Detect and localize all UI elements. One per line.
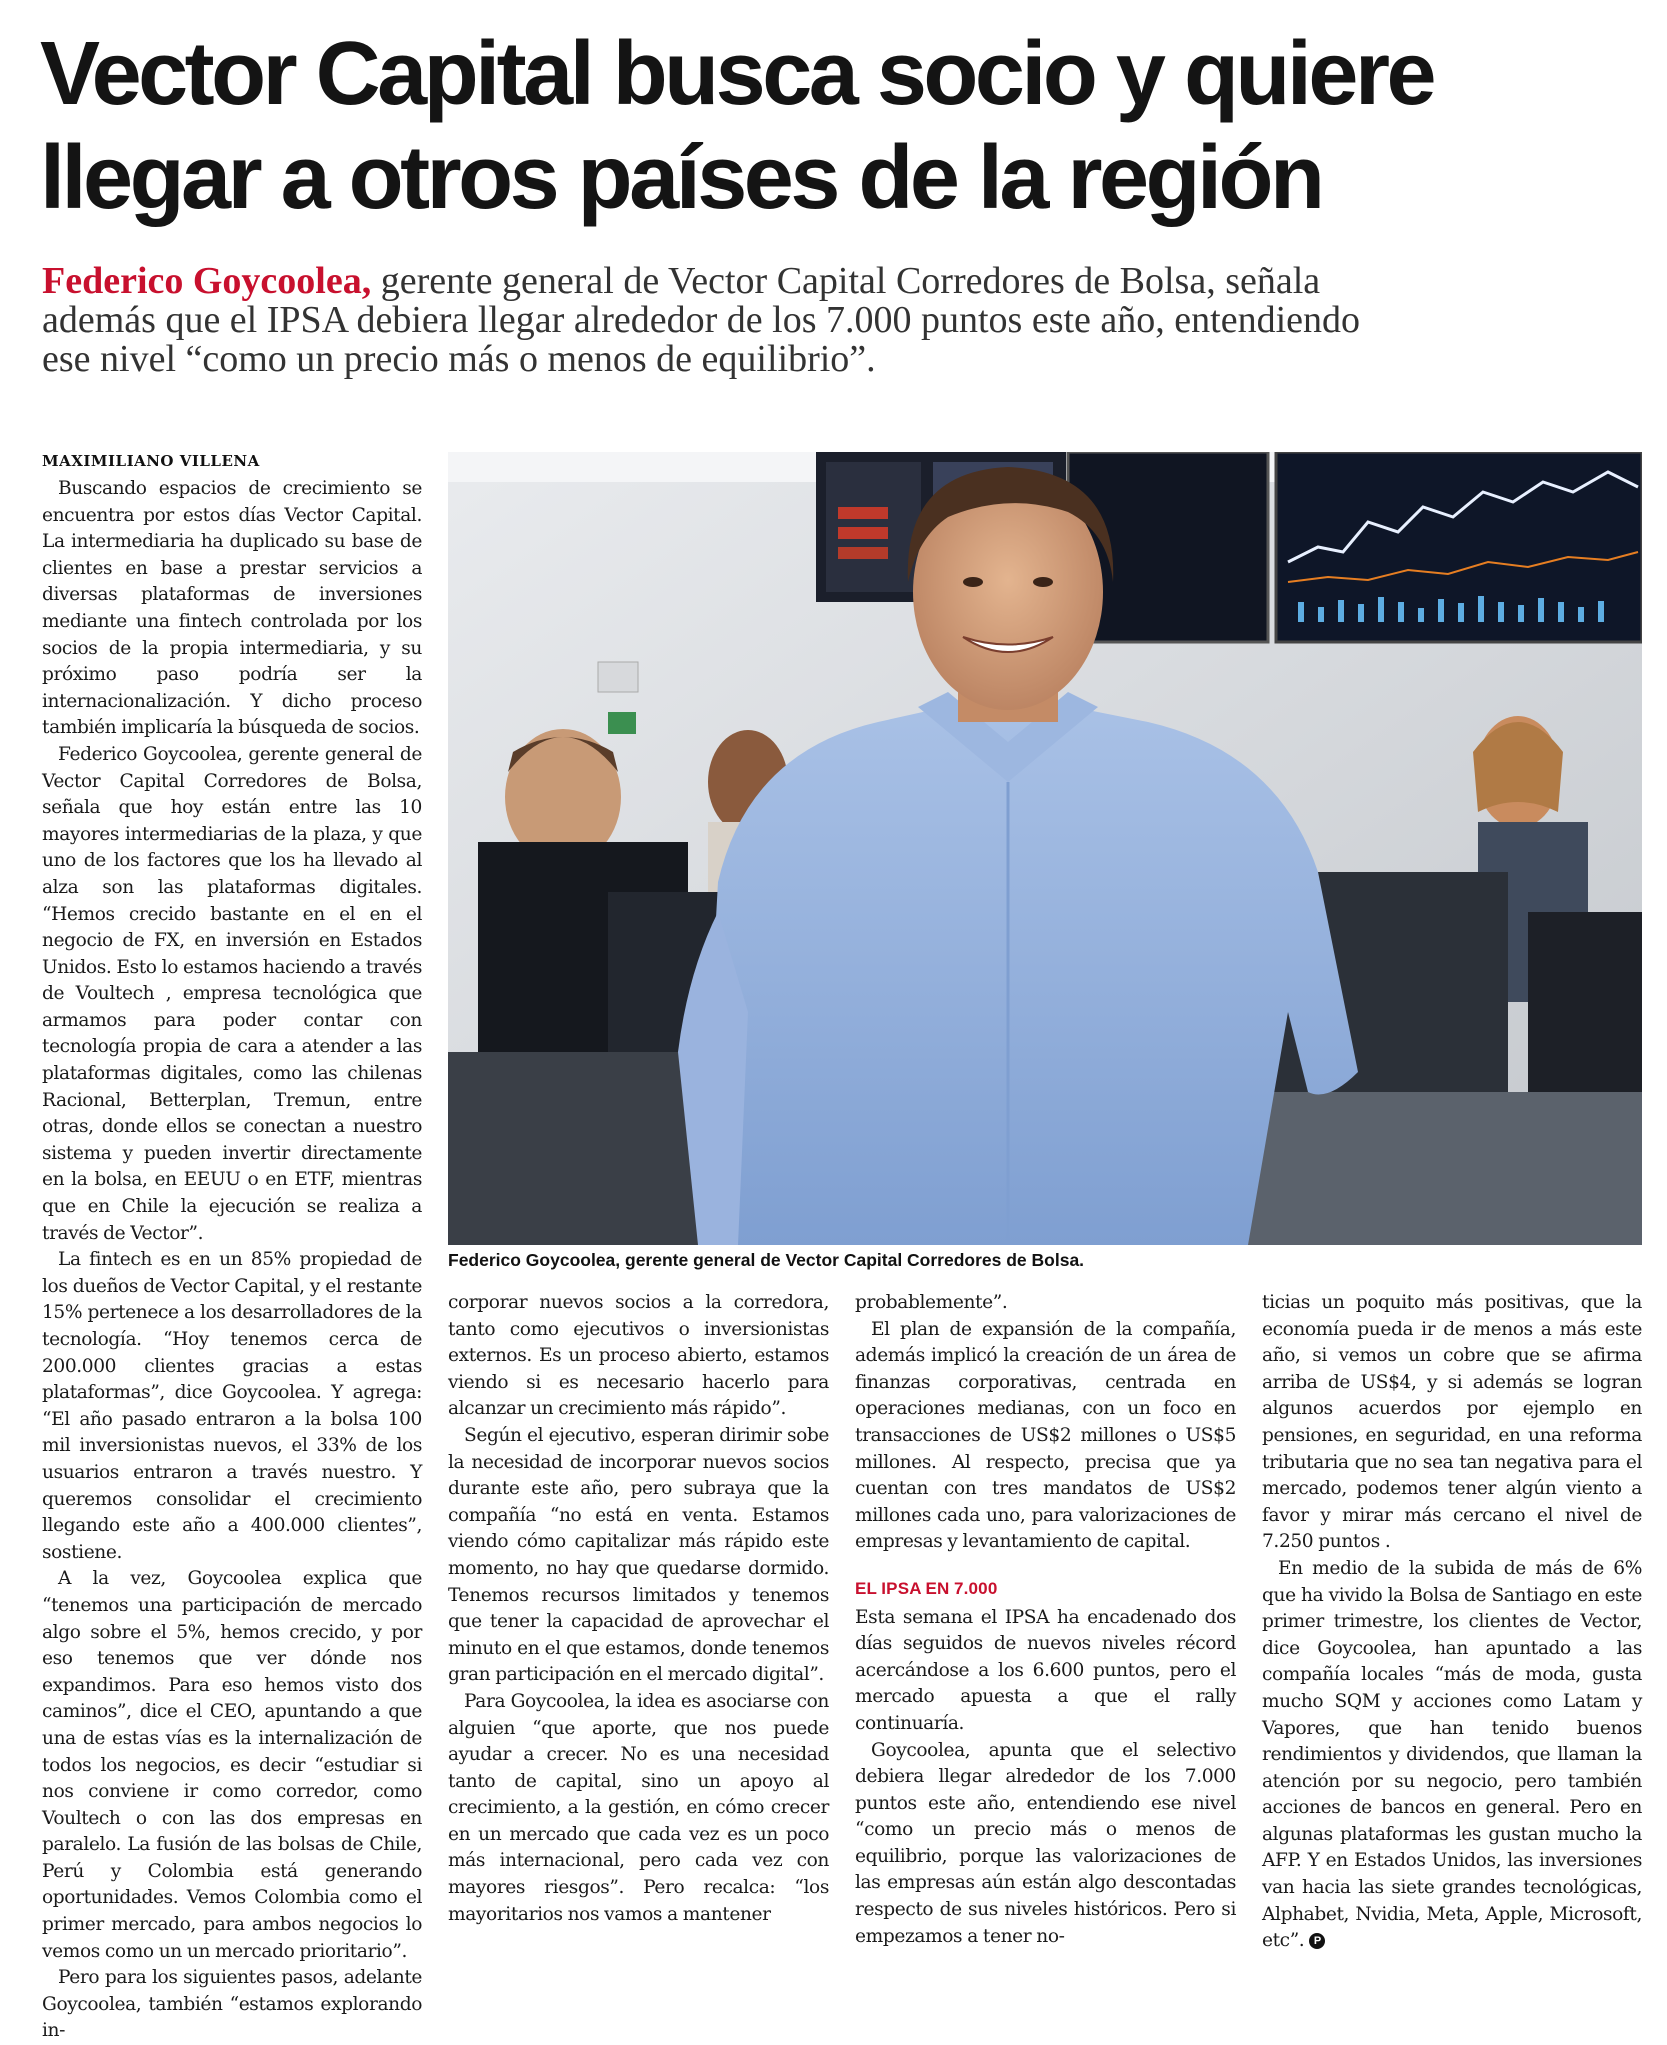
- body-paragraph: Pero para los siguientes pasos, adelante Goycoolea, también “estamos explorando in-: [42, 1967, 422, 2042]
- subhead: EL IPSA EN 7.000: [855, 1578, 998, 1598]
- photo-caption: Federico Goycoolea, gerente general de Vector Capital Corredores de Bolsa.: [448, 1250, 1085, 1270]
- deck-text: gerente general de Vector Capital Corredores de Bolsa, señala además que el IPSA debiera llegar alrededor de los 7.000 puntos este año, entendiendo ese nivel “como un precio más o menos de equilibrio”.: [42, 260, 1360, 380]
- article-column-4: [1262, 1290, 1642, 1955]
- article-column-3: [855, 1290, 1236, 1950]
- body-paragraph: La fintech es en un 85% propiedad de los dueños de Vector Capital, y el restante 15% pertenece a los desarrolladores de la tecnología. “Hoy tenemos cerca de 200.000 clientes gracias a estas plataformas”, dice Goycoolea. Y agrega: “El año pasado entraron a la bolsa 100 mil inversionistas nuevos, el 33% de los usuarios entraron a través nuestro. Y queremos consolidar el crecimiento llegando este año a 400.000 clientes”, sostiene.: [42, 1249, 422, 1563]
- end-mark-icon: P: [1309, 1933, 1325, 1949]
- body-paragraph: Esta semana el IPSA ha encadenado dos días seguidos de nuevos niveles récord acercándose a los 6.600 puntos, pero el mercado apuesta a que el rally continuaría.: [855, 1606, 1236, 1734]
- body-paragraph: El plan de expansión de la compañía, además implicó la creación de un área de finanzas corporativas, centrada en operaciones medianas, con un foco en transacciones de US$2 millones o US$5 millones. Al respecto, precisa que ya cuentan con tres mandatos de US$2 millones cada uno, para valorizaciones de empresas y levantamiento de capital.: [855, 1318, 1236, 1553]
- body-paragraph: ticias un poquito más positivas, que la economía pueda ir de menos a más este año, si vemos un cobre que se afirma arriba de US$4, y si además se logran algunos acuerdos por ejemplo en pensiones, en seguridad, en una reforma tributaria que no sea tan negativa para el mercado, podemos tener algún viento a favor y mirar más cercano el nivel de 7.250 puntos .: [1262, 1292, 1642, 1553]
- body-paragraph: Para Goycoolea, la idea es asociarse con alguien “que aporte, que nos puede ayudar a crecer. No es una necesidad tanto de capital, sino un apoyo al crecimiento, a la gestión, en cómo crecer en un mercado que cada vez es un poco más internacional, pero cada vez con mayores riesgos”. Pero recalca: “los mayoritarios nos vamos a mantener: [448, 1690, 829, 1925]
- body-paragraph: Federico Goycoolea, gerente general de Vector Capital Corredores de Bolsa, señala que hoy están entre las 10 mayores intermediarias de la plaza, y que uno de los factores que los ha llevado al alza son las plataformas digitales. “Hemos crecido bastante en el en el negocio de FX, en inversión en Estados Unidos. Esto lo estamos haciendo a través de Voultech , empresa tecnológica que armamos para poder contar con tecnología propia de cara a atender a las plataformas digitales, como las chilenas Racional, Betterplan, Tremun, entre otras, donde ellos se conectan a nuestro sistema y pueden invertir directamente en la bolsa, en EEUU o en ETF, mientras que en Chile la ejecución se realiza a través de Vector”.: [42, 743, 422, 1244]
- article-column-2: [448, 1290, 829, 1928]
- body-paragraph: A la vez, Goycoolea explica que “tenemos una participación de mercado algo sobre el 5%, hemos crecido, y por eso tenemos que ver dónde nos expandimos. Para eso hemos visto dos caminos”, dice el CEO, apuntando a que una de estas vías es la internalización de todos los negocios, es decir “estudiar si nos conviene ir como corredor, como Voultech o con las dos empresas en paralelo. La fusión de las bolsas de Chile, Perú y Colombia está generando oportunidades. Vemos Colombia como el primer mercado, para ambos negocios lo vemos como un un mercado prioritario”.: [42, 1568, 422, 1962]
- article-column-1: [42, 476, 422, 2045]
- deck-person-name: Federico Goycoolea,: [42, 260, 372, 302]
- body-paragraph: Goycoolea, apunta que el selectivo debiera llegar alrededor de los 7.000 puntos este año, entendiendo ese nivel “como un precio más o menos de equilibrio, porque las valorizaciones de las empresas aún están algo descontadas respecto de sus niveles históricos. Pero si empezamos a tener no-: [855, 1739, 1236, 1947]
- body-paragraph: Según el ejecutivo, esperan dirimir sobe la necesidad de incorporar nuevos socios durante este año, pero subraya que la compañía “no está en venta. Estamos viendo cómo capitalizar más rápido este momento, no hay que quedarse dormido. Tenemos recursos limitados y tenemos que tener la capacidad de aprovechar el minuto en el que estamos, donde tenemos gran participación en el mercado digital”.: [448, 1424, 829, 1686]
- body-paragraph: [1262, 1556, 1642, 1955]
- article-photo: [448, 452, 1642, 1245]
- body-paragraph: probablemente”.: [855, 1292, 1008, 1313]
- body-paragraph: Buscando espacios de crecimiento se encuentra por estos días Vector Capital. La intermediaria ha duplicado su base de clientes en base a prestar servicios a diversas plataformas de inversiones mediante una fintech controlada por los socios de la propia intermediaria, y su próximo paso podría ser la internacionalización. Y dicho proceso también implicaría la búsqueda de socios.: [42, 478, 422, 739]
- body-paragraph-text: En medio de la subida de más de 6% que ha vivido la Bolsa de Santiago en este primer trimestre, los clientes de Vector, dice Goycoolea, han apuntado a las compañía locales “más de moda, gusta mucho SQM y acciones como Latam y Vapores, que han tenido buenos rendimientos y dividendos, que llaman la atención por su negocio, pero también acciones de bancos en general. Pero en algunas plataformas les gustan mucho la AFP. Y en Estados Unidos, las inversiones van hacia las siete grandes tecnológicas, Alphabet, Nvidia, Meta, Apple, Microsoft, etc”.: [1262, 1557, 1642, 1952]
- deck: [42, 262, 1372, 379]
- headline: Vector Capital busca socio y quiere llegar a otros países de la región: [40, 24, 1434, 228]
- body-paragraph: corporar nuevos socios a la corredora, tanto como ejecutivos o inversionistas externos. Es un proceso abierto, estamos viendo si es necesario hacerlo para alcanzar un crecimiento más rápido”.: [448, 1292, 829, 1420]
- photo-illustration: [448, 452, 1642, 1245]
- byline: MAXIMILIANO VILLENA: [42, 452, 260, 470]
